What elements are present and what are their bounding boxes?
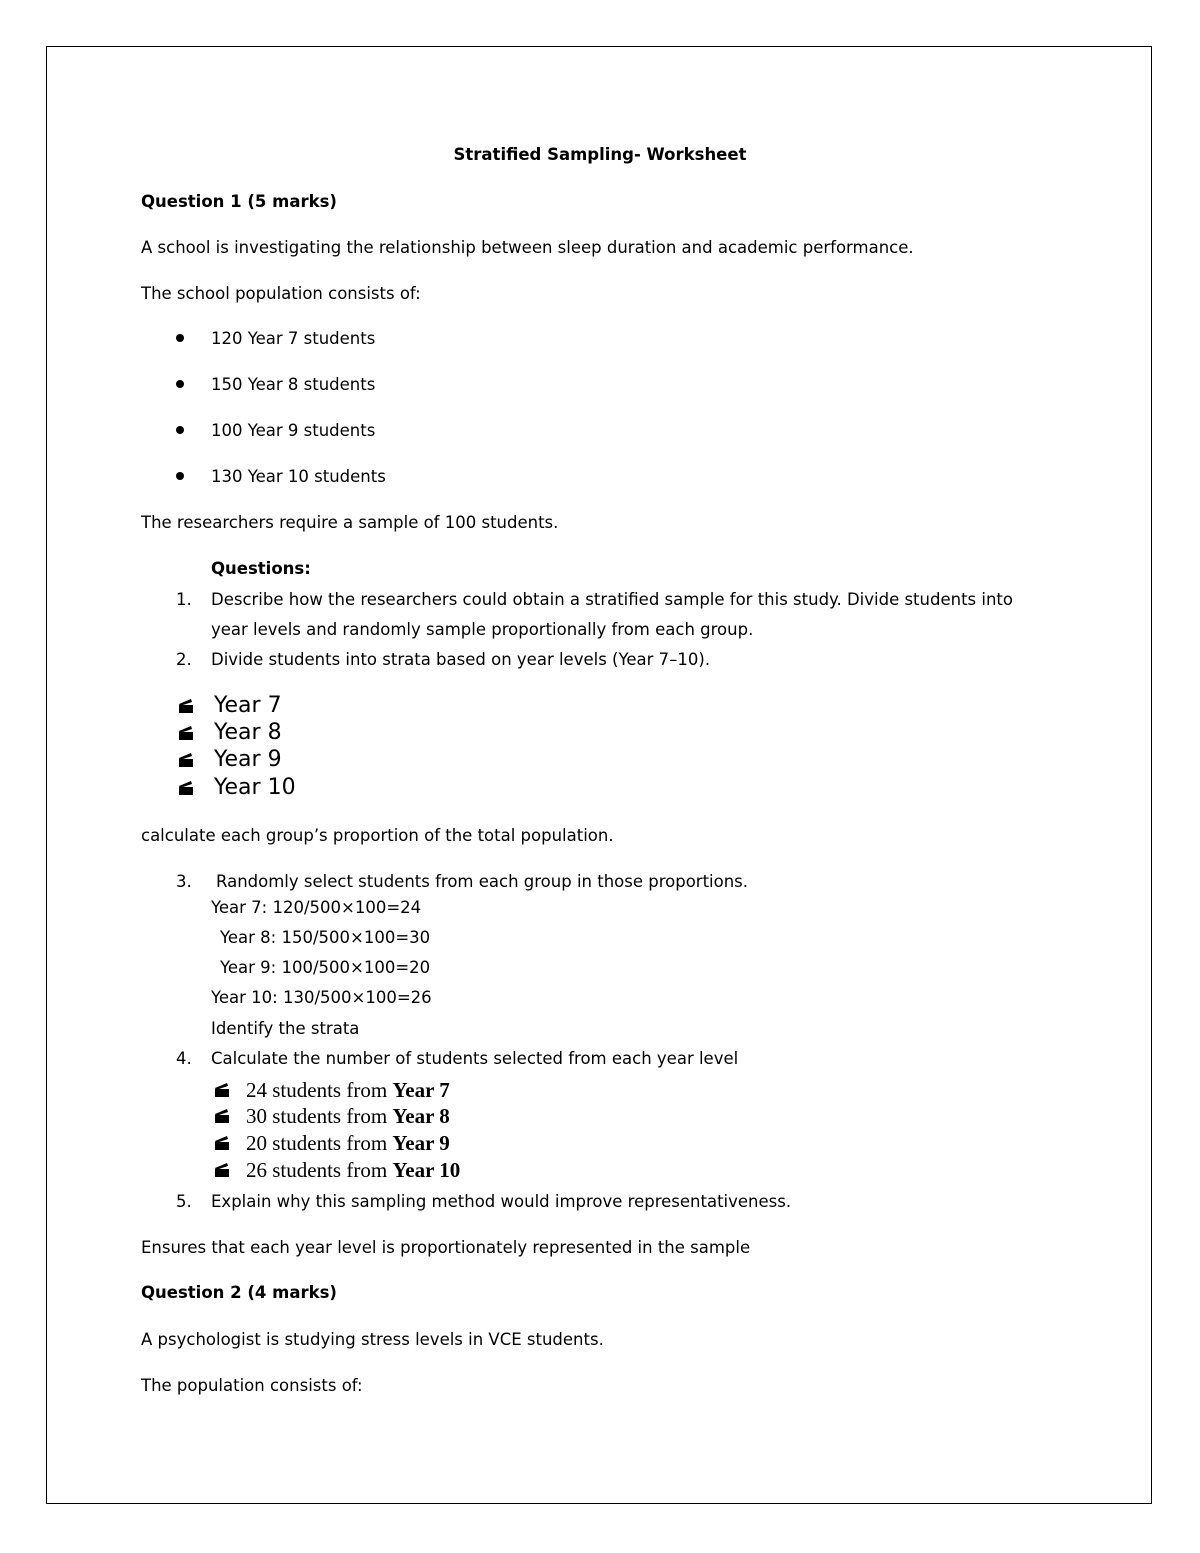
sample-requirement: The researchers require a sample of 100 students. xyxy=(141,513,559,532)
calc-line: Year 10: 130/500×100=26 xyxy=(211,988,432,1007)
clapperboard-icon xyxy=(178,752,194,768)
question-2-intro: A psychologist is studying stress levels in VCE students. xyxy=(141,1330,604,1349)
q3-number: 3. xyxy=(176,872,192,891)
population-label: The school population consists of: xyxy=(141,284,421,303)
strata-item: Year 9 xyxy=(214,747,282,772)
selected-item: 20 students from Year 9 xyxy=(246,1131,450,1155)
q3-text: Randomly select students from each group in those proportions. xyxy=(216,872,749,891)
calc-line: Year 9: 100/500×100=20 xyxy=(220,958,431,977)
clapperboard-icon xyxy=(178,698,194,714)
selected-item: 30 students from Year 8 xyxy=(246,1104,450,1128)
bullet-icon xyxy=(176,472,184,480)
q2-text: Divide students into strata based on year levels (Year 7–10). xyxy=(211,650,711,669)
q4-text: Calculate the number of students selected from each year level xyxy=(211,1049,739,1068)
population-item: 100 Year 9 students xyxy=(211,421,376,440)
q5-text: Explain why this sampling method would improve representativeness. xyxy=(211,1192,792,1211)
q1-text-line1: Describe how the researchers could obtain a stratified sample for this study. Divide students into xyxy=(211,590,1013,609)
bullet-icon xyxy=(176,334,184,342)
identify-strata: Identify the strata xyxy=(211,1019,360,1038)
bullet-icon xyxy=(176,426,184,434)
population-item: 150 Year 8 students xyxy=(211,375,376,394)
clapperboard-icon xyxy=(214,1162,230,1178)
clapperboard-icon xyxy=(214,1135,230,1151)
clapperboard-icon xyxy=(178,780,194,796)
strata-item: Year 7 xyxy=(214,693,282,718)
strata-item: Year 8 xyxy=(214,720,282,745)
calc-line: Year 7: 120/500×100=24 xyxy=(211,898,422,917)
questions-heading: Questions: xyxy=(211,559,311,578)
clapperboard-icon xyxy=(178,725,194,741)
strata-item: Year 10 xyxy=(214,775,296,800)
clapperboard-icon xyxy=(214,1082,230,1098)
clapperboard-icon xyxy=(214,1108,230,1124)
selected-item: 24 students from Year 7 xyxy=(246,1078,450,1102)
q4-number: 4. xyxy=(176,1049,192,1068)
answer-text: Ensures that each year level is proportionately represented in the sample xyxy=(141,1238,751,1257)
population-item: 120 Year 7 students xyxy=(211,329,376,348)
question-2-population-label: The population consists of: xyxy=(141,1376,363,1395)
selected-item: 26 students from Year 10 xyxy=(246,1158,461,1182)
q5-number: 5. xyxy=(176,1192,192,1211)
population-item: 130 Year 10 students xyxy=(211,467,386,486)
q1-text-line2: year levels and randomly sample proportionally from each group. xyxy=(211,620,754,639)
calc-line: Year 8: 150/500×100=30 xyxy=(220,928,431,947)
bullet-icon xyxy=(176,380,184,388)
q1-number: 1. xyxy=(176,590,192,609)
question-1-heading: Question 1 (5 marks) xyxy=(141,192,337,211)
calc-instruction: calculate each group’s proportion of the total population. xyxy=(141,826,614,845)
question-1-intro: A school is investigating the relationship between sleep duration and academic performance. xyxy=(141,238,914,257)
page-title: Stratified Sampling- Worksheet xyxy=(453,145,747,164)
question-2-heading: Question 2 (4 marks) xyxy=(141,1283,337,1302)
q2-number: 2. xyxy=(176,650,192,669)
